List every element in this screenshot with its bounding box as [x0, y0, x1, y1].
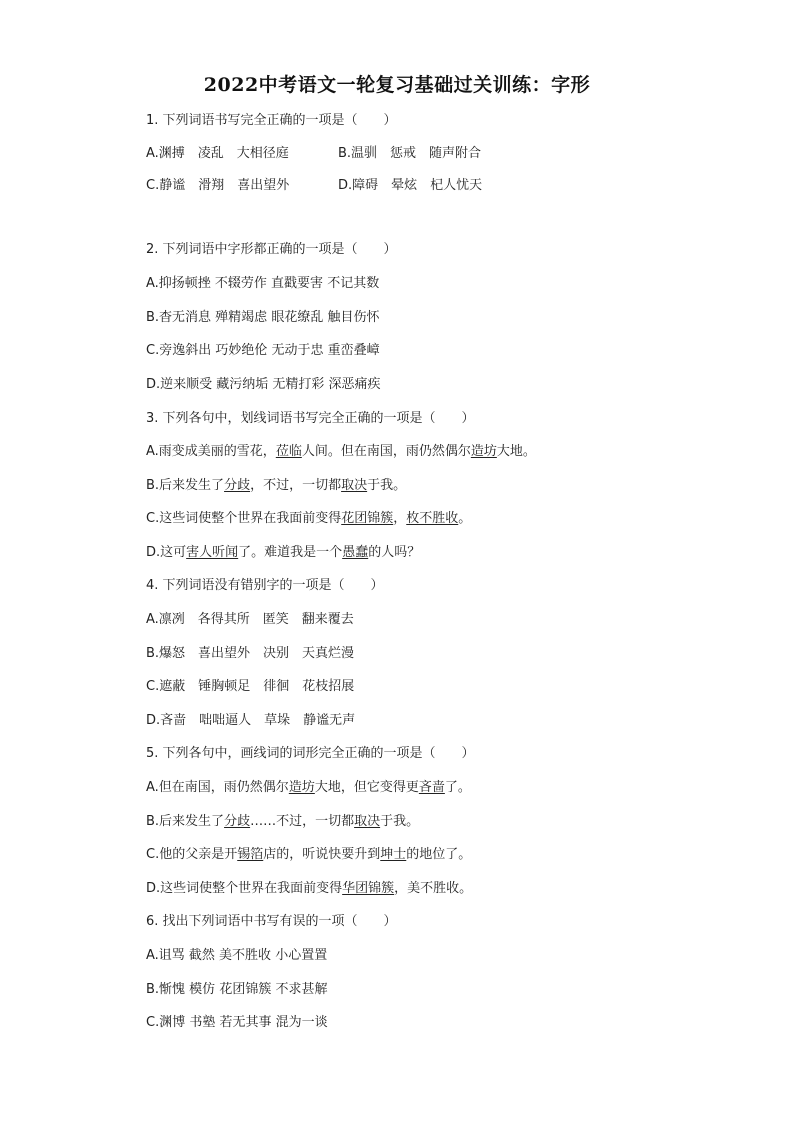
question-1-option-c: C.静谧 滑翔 喜出望外	[146, 178, 290, 193]
question-1-stem: 1. 下列词语书写完全正确的一项是（ ）	[146, 113, 397, 128]
underlined-word: 愚蠢	[342, 545, 369, 560]
question-6-stem: 6. 找出下列词语中书写有误的一项（ ）	[146, 914, 397, 929]
question-4-option-d: D.吝啬 咄咄逼人 草垛 静谧无声	[146, 713, 356, 728]
question-2-stem: 2. 下列词语中字形都正确的一项是（ ）	[146, 242, 397, 257]
question-1-option-b: B.温驯 惩戒 随声附合	[338, 146, 482, 161]
question-2-option-a: A.抑扬顿挫 不辍劳作 直戳要害 不记其数	[146, 276, 380, 291]
page-title: 2022中考语文一轮复习基础过关训练：字形	[203, 74, 591, 96]
underlined-word: 取决	[354, 814, 381, 829]
question-2-option-c: C.旁逸斜出 巧妙绝伦 无动于忠 重峦叠嶂	[146, 343, 380, 358]
question-1-option-d: D.障碍 晕炫 杞人忧天	[338, 178, 483, 193]
underlined-word: 枚不胜收	[406, 511, 459, 526]
question-4-stem: 4. 下列词语没有错别字的一项是（ ）	[146, 578, 384, 593]
underlined-word: 花团锦簇	[341, 511, 394, 526]
question-3-stem: 3. 下列各句中，划线词语书写完全正确的一项是（ ）	[146, 411, 475, 426]
question-6-option-b: B.惭愧 模仿 花团锦簇 不求甚解	[146, 982, 328, 997]
question-2-option-d: D.逆来顺受 藏污纳垢 无精打彩 深恶痛疾	[146, 377, 381, 392]
question-5-option-a: A.但在南国，雨仍然偶尔造坊大地，但它变得更吝啬了。	[146, 780, 471, 795]
question-4-option-a: A.凛冽 各得其所 匿笑 翻来覆去	[146, 612, 354, 627]
underlined-word: 分歧	[224, 478, 251, 493]
underlined-word: 造坊	[470, 444, 497, 459]
question-1-option-a: A.渊搏 凌乱 大相径庭	[146, 146, 289, 161]
question-3-option-d: D.这可害人听闻了。难道我是一个愚蠢的人吗？	[146, 545, 421, 560]
question-6-option-c: C.渊博 书塾 若无其事 混为一谈	[146, 1015, 328, 1030]
underlined-word: 锡箔	[237, 847, 264, 862]
question-3-option-b: B.后来发生了分歧，不过，一切都取决于我。	[146, 478, 407, 493]
question-5-option-d: D.这些词使整个世界在我面前变得华团锦簇，美不胜收。	[146, 881, 473, 896]
question-5-option-b: B.后来发生了分歧……不过，一切都取决于我。	[146, 814, 420, 829]
question-2-option-b: B.杳无消息 殚精竭虑 眼花缭乱 触目伤怀	[146, 310, 380, 325]
underlined-word: 取决	[341, 478, 368, 493]
question-3-option-a: A.雨变成美丽的雪花，莅临人间。但在南国，雨仍然偶尔造坊大地。	[146, 444, 536, 459]
question-4-option-c: C.遮蔽 锤胸顿足 徘徊 花枝招展	[146, 679, 355, 694]
underlined-word: 分歧	[224, 814, 251, 829]
underlined-word: 莅临	[275, 444, 302, 459]
underlined-word: 华团锦簇	[342, 881, 395, 896]
question-3-option-c: C.这些词使整个世界在我面前变得花团锦簇，枚不胜收。	[146, 511, 472, 526]
question-5-stem: 5. 下列各句中，画线词的词形完全正确的一项是（ ）	[146, 746, 475, 761]
underlined-word: 造坊	[288, 780, 315, 795]
underlined-word: 害人听闻	[186, 545, 239, 560]
underlined-word: 坤士	[380, 847, 407, 862]
underlined-word: 吝啬	[418, 780, 445, 795]
question-5-option-c: C.他的父亲是开锡箔店的，听说快要升到坤士的地位了。	[146, 847, 472, 862]
question-6-option-a: A.诅骂 截然 美不胜收 小心置置	[146, 948, 328, 963]
question-4-option-b: B.爆怒 喜出望外 决别 天真烂漫	[146, 646, 355, 661]
